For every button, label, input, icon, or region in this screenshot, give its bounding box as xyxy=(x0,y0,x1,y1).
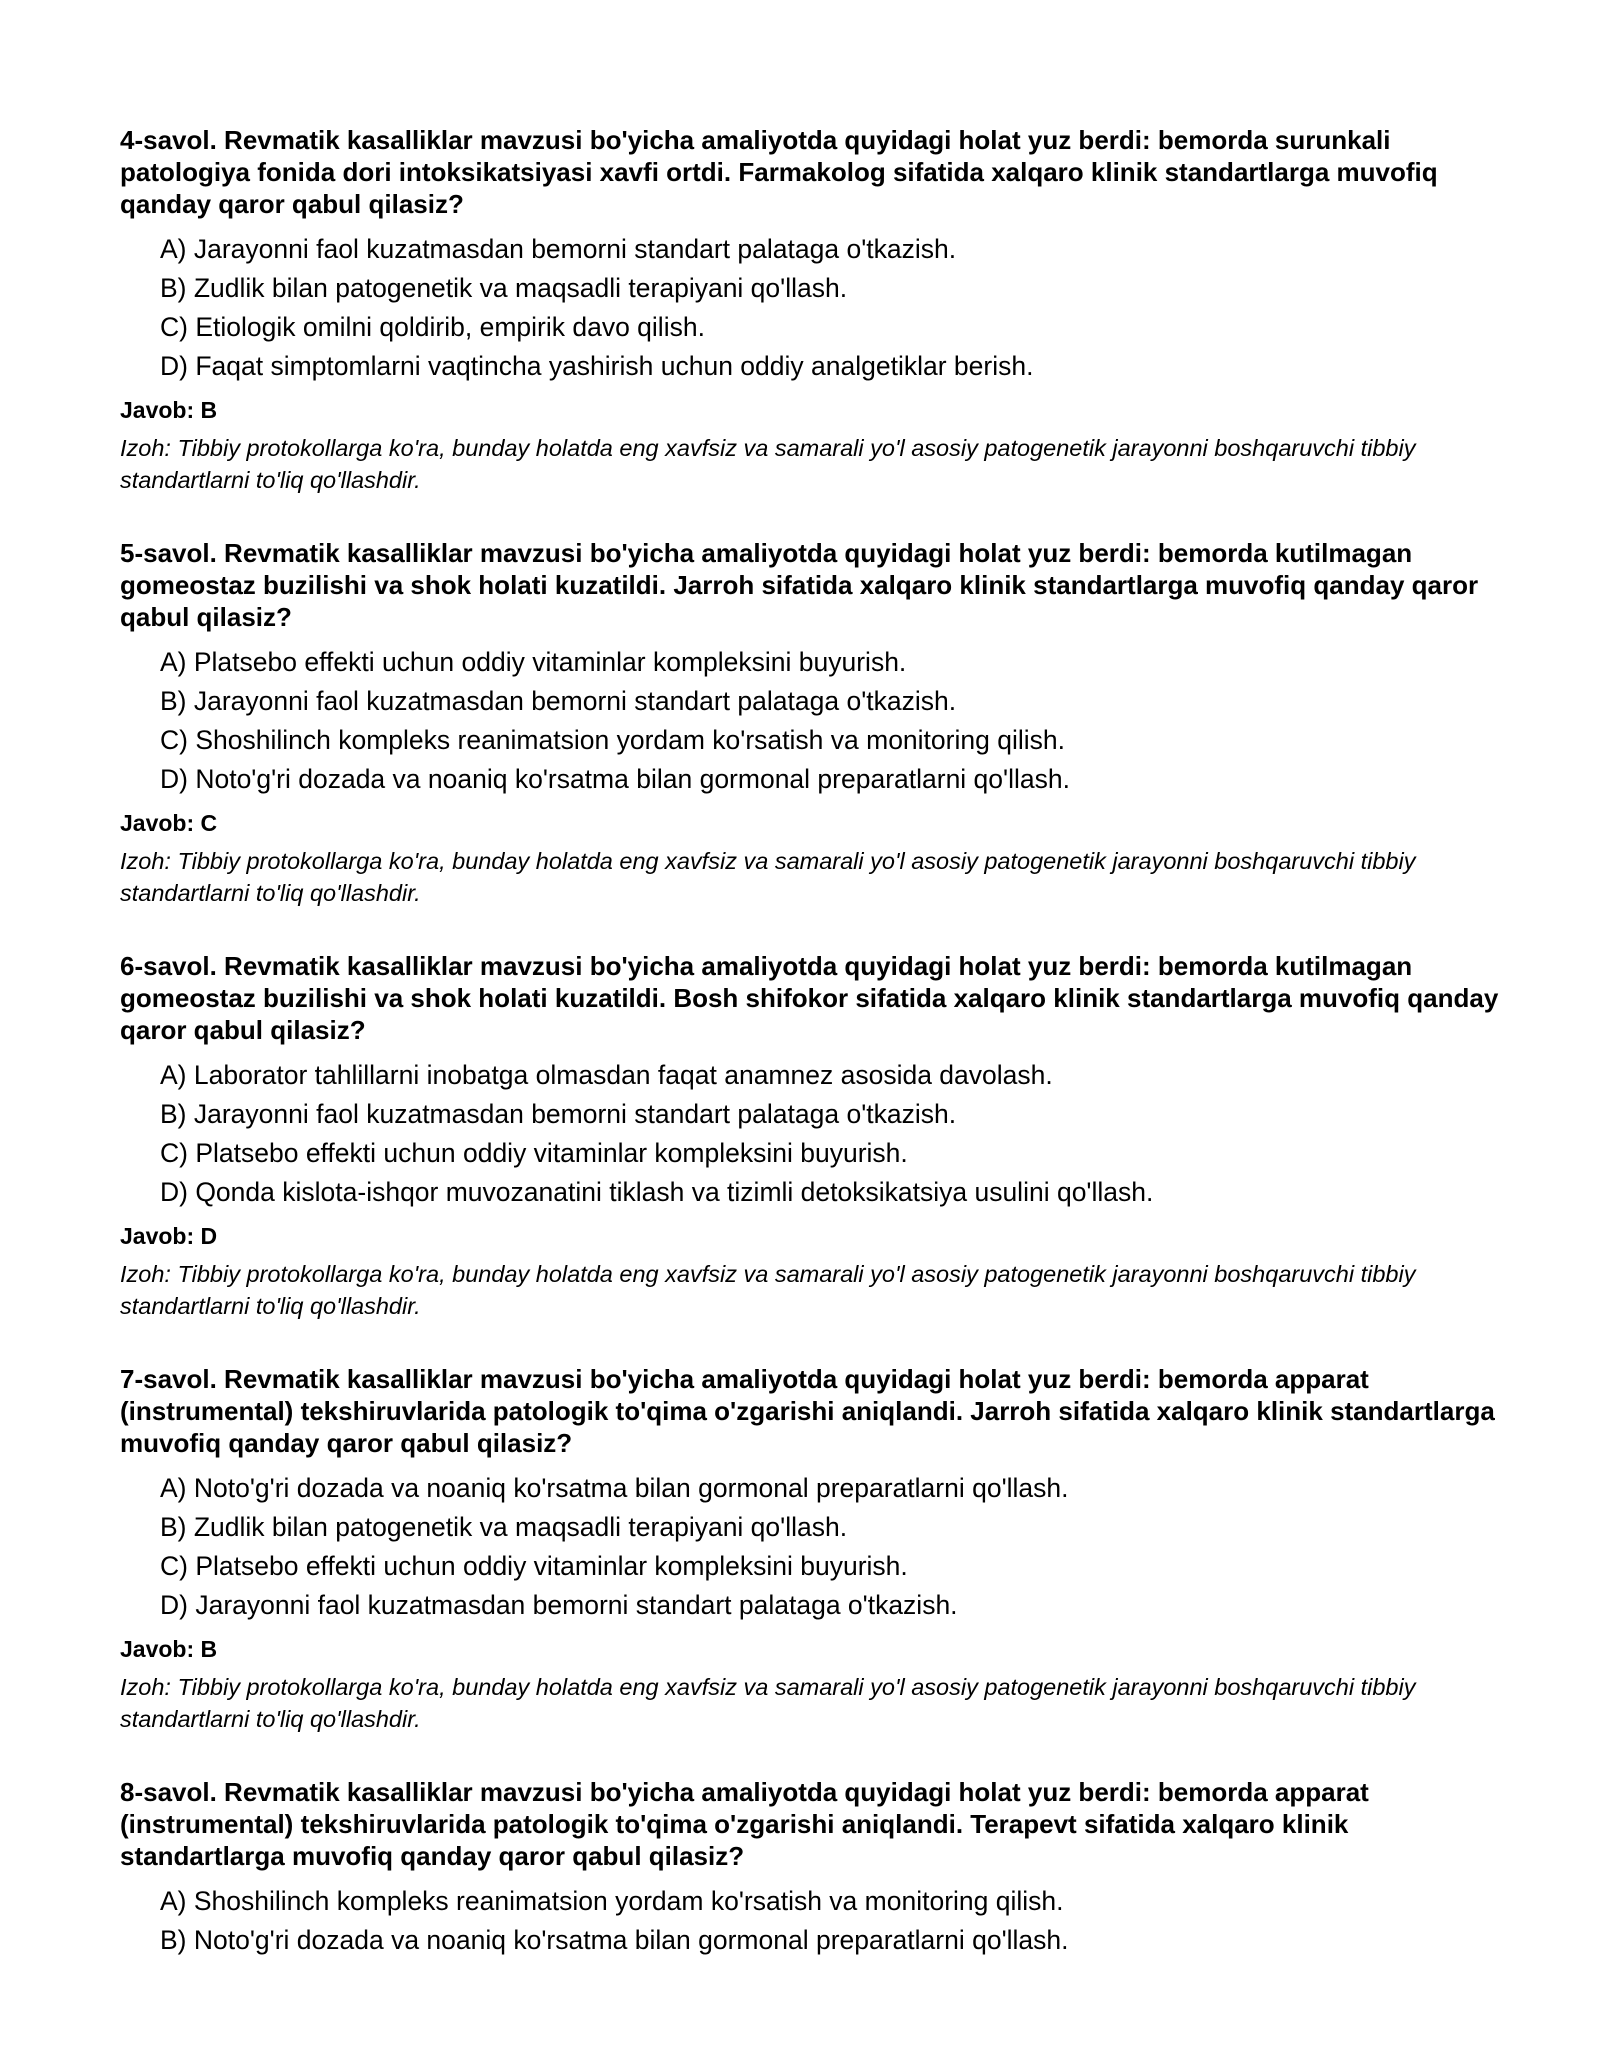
answer-options xyxy=(120,643,1500,799)
option-b: B) Jarayonni faol kuzatmasdan bemorni standart palataga o'tkazish. xyxy=(160,1099,957,1129)
question-5 xyxy=(120,537,1500,909)
option-a: A) Platsebo effekti uchun oddiy vitaminlar kompleksini buyurish. xyxy=(160,647,907,677)
question-title: 5-savol. Revmatik kasalliklar mavzusi bo'yicha amaliyotda quyidagi holat yuz berdi: bemorda kutilmagan gomeostaz buzilishi va shok holati kuzatildi. Jarroh sifatida xalqaro klinik standartlarga muvofiq qanday qaror qabul qilasiz? xyxy=(120,538,1479,632)
question-7 xyxy=(120,1363,1500,1735)
answer-key: Javob: B xyxy=(120,397,218,423)
answer-options xyxy=(120,1882,1500,1960)
document-page xyxy=(120,124,1500,2001)
explanation-note: Izoh: Tibbiy protokollarga ko'ra, bunday holatda eng xavfsiz va samarali yo'l asosiy patogenetik jarayonni boshqaruvchi tibbiy standartlarni to'liq qo'llashdir. xyxy=(120,848,1416,906)
question-title: 7-savol. Revmatik kasalliklar mavzusi bo'yicha amaliyotda quyidagi holat yuz berdi: bemorda apparat (instrumental) tekshiruvlarida patologik to'qima o'zgarishi aniqlandi. Jarroh sifatida xalqaro klinik standartlarga muvofiq qanday qaror qabul qilasiz? xyxy=(120,1364,1495,1458)
question-6 xyxy=(120,950,1500,1322)
option-b: B) Zudlik bilan patogenetik va maqsadli terapiyani qo'llash. xyxy=(160,273,848,303)
option-c: C) Etiologik omilni qoldirib, empirik davo qilish. xyxy=(160,312,705,342)
question-title: 4-savol. Revmatik kasalliklar mavzusi bo'yicha amaliyotda quyidagi holat yuz berdi: bemorda surunkali patologiya fonida dori intoksikatsiyasi xavfi ortdi. Farmakolog sifatida xalqaro klinik standartlarga muvofiq qanday qaror qabul qilasiz? xyxy=(120,125,1438,219)
option-c: C) Shoshilinch kompleks reanimatsion yordam ko'rsatish va monitoring qilish. xyxy=(160,725,1065,755)
question-title: 6-savol. Revmatik kasalliklar mavzusi bo'yicha amaliyotda quyidagi holat yuz berdi: bemorda kutilmagan gomeostaz buzilishi va shok holati kuzatildi. Bosh shifokor sifatida xalqaro klinik standartlarga muvofiq qanday qaror qabul qilasiz? xyxy=(120,951,1499,1045)
question-4 xyxy=(120,124,1500,496)
option-c: C) Platsebo effekti uchun oddiy vitaminlar kompleksini buyurish. xyxy=(160,1138,908,1168)
option-d: D) Jarayonni faol kuzatmasdan bemorni standart palataga o'tkazish. xyxy=(160,1590,958,1620)
answer-options xyxy=(120,230,1500,386)
answer-options xyxy=(120,1469,1500,1625)
answer-options xyxy=(120,1056,1500,1212)
option-c: C) Platsebo effekti uchun oddiy vitaminlar kompleksini buyurish. xyxy=(160,1551,908,1581)
explanation-note: Izoh: Tibbiy protokollarga ko'ra, bunday holatda eng xavfsiz va samarali yo'l asosiy patogenetik jarayonni boshqaruvchi tibbiy standartlarni to'liq qo'llashdir. xyxy=(120,1261,1416,1319)
option-b: B) Jarayonni faol kuzatmasdan bemorni standart palataga o'tkazish. xyxy=(160,686,957,716)
question-title: 8-savol. Revmatik kasalliklar mavzusi bo'yicha amaliyotda quyidagi holat yuz berdi: bemorda apparat (instrumental) tekshiruvlarida patologik to'qima o'zgarishi aniqlandi. Terapevt sifatida xalqaro klinik standartlarga muvofiq qanday qaror qabul qilasiz? xyxy=(120,1777,1369,1871)
explanation-note: Izoh: Tibbiy protokollarga ko'ra, bunday holatda eng xavfsiz va samarali yo'l asosiy patogenetik jarayonni boshqaruvchi tibbiy standartlarni to'liq qo'llashdir. xyxy=(120,435,1416,493)
option-d: D) Noto'g'ri dozada va noaniq ko'rsatma bilan gormonal preparatlarni qo'llash. xyxy=(160,764,1070,794)
explanation-note: Izoh: Tibbiy protokollarga ko'ra, bunday holatda eng xavfsiz va samarali yo'l asosiy patogenetik jarayonni boshqaruvchi tibbiy standartlarni to'liq qo'llashdir. xyxy=(120,1674,1416,1732)
option-a: A) Noto'g'ri dozada va noaniq ko'rsatma bilan gormonal preparatlarni qo'llash. xyxy=(160,1473,1069,1503)
option-a: A) Jarayonni faol kuzatmasdan bemorni standart palataga o'tkazish. xyxy=(160,234,957,264)
option-b: B) Zudlik bilan patogenetik va maqsadli terapiyani qo'llash. xyxy=(160,1512,848,1542)
answer-key: Javob: B xyxy=(120,1636,218,1662)
option-a: A) Shoshilinch kompleks reanimatsion yordam ko'rsatish va monitoring qilish. xyxy=(160,1886,1064,1916)
answer-key: Javob: D xyxy=(120,1223,218,1249)
option-d: D) Faqat simptomlarni vaqtincha yashirish uchun oddiy analgetiklar berish. xyxy=(160,351,1034,381)
question-8 xyxy=(120,1776,1500,1960)
option-a: A) Laborator tahlillarni inobatga olmasdan faqat anamnez asosida davolash. xyxy=(160,1060,1053,1090)
option-b: B) Noto'g'ri dozada va noaniq ko'rsatma bilan gormonal preparatlarni qo'llash. xyxy=(160,1925,1069,1955)
option-d: D) Qonda kislota-ishqor muvozanatini tiklash va tizimli detoksikatsiya usulini qo'llash. xyxy=(160,1177,1154,1207)
answer-key: Javob: C xyxy=(120,810,218,836)
